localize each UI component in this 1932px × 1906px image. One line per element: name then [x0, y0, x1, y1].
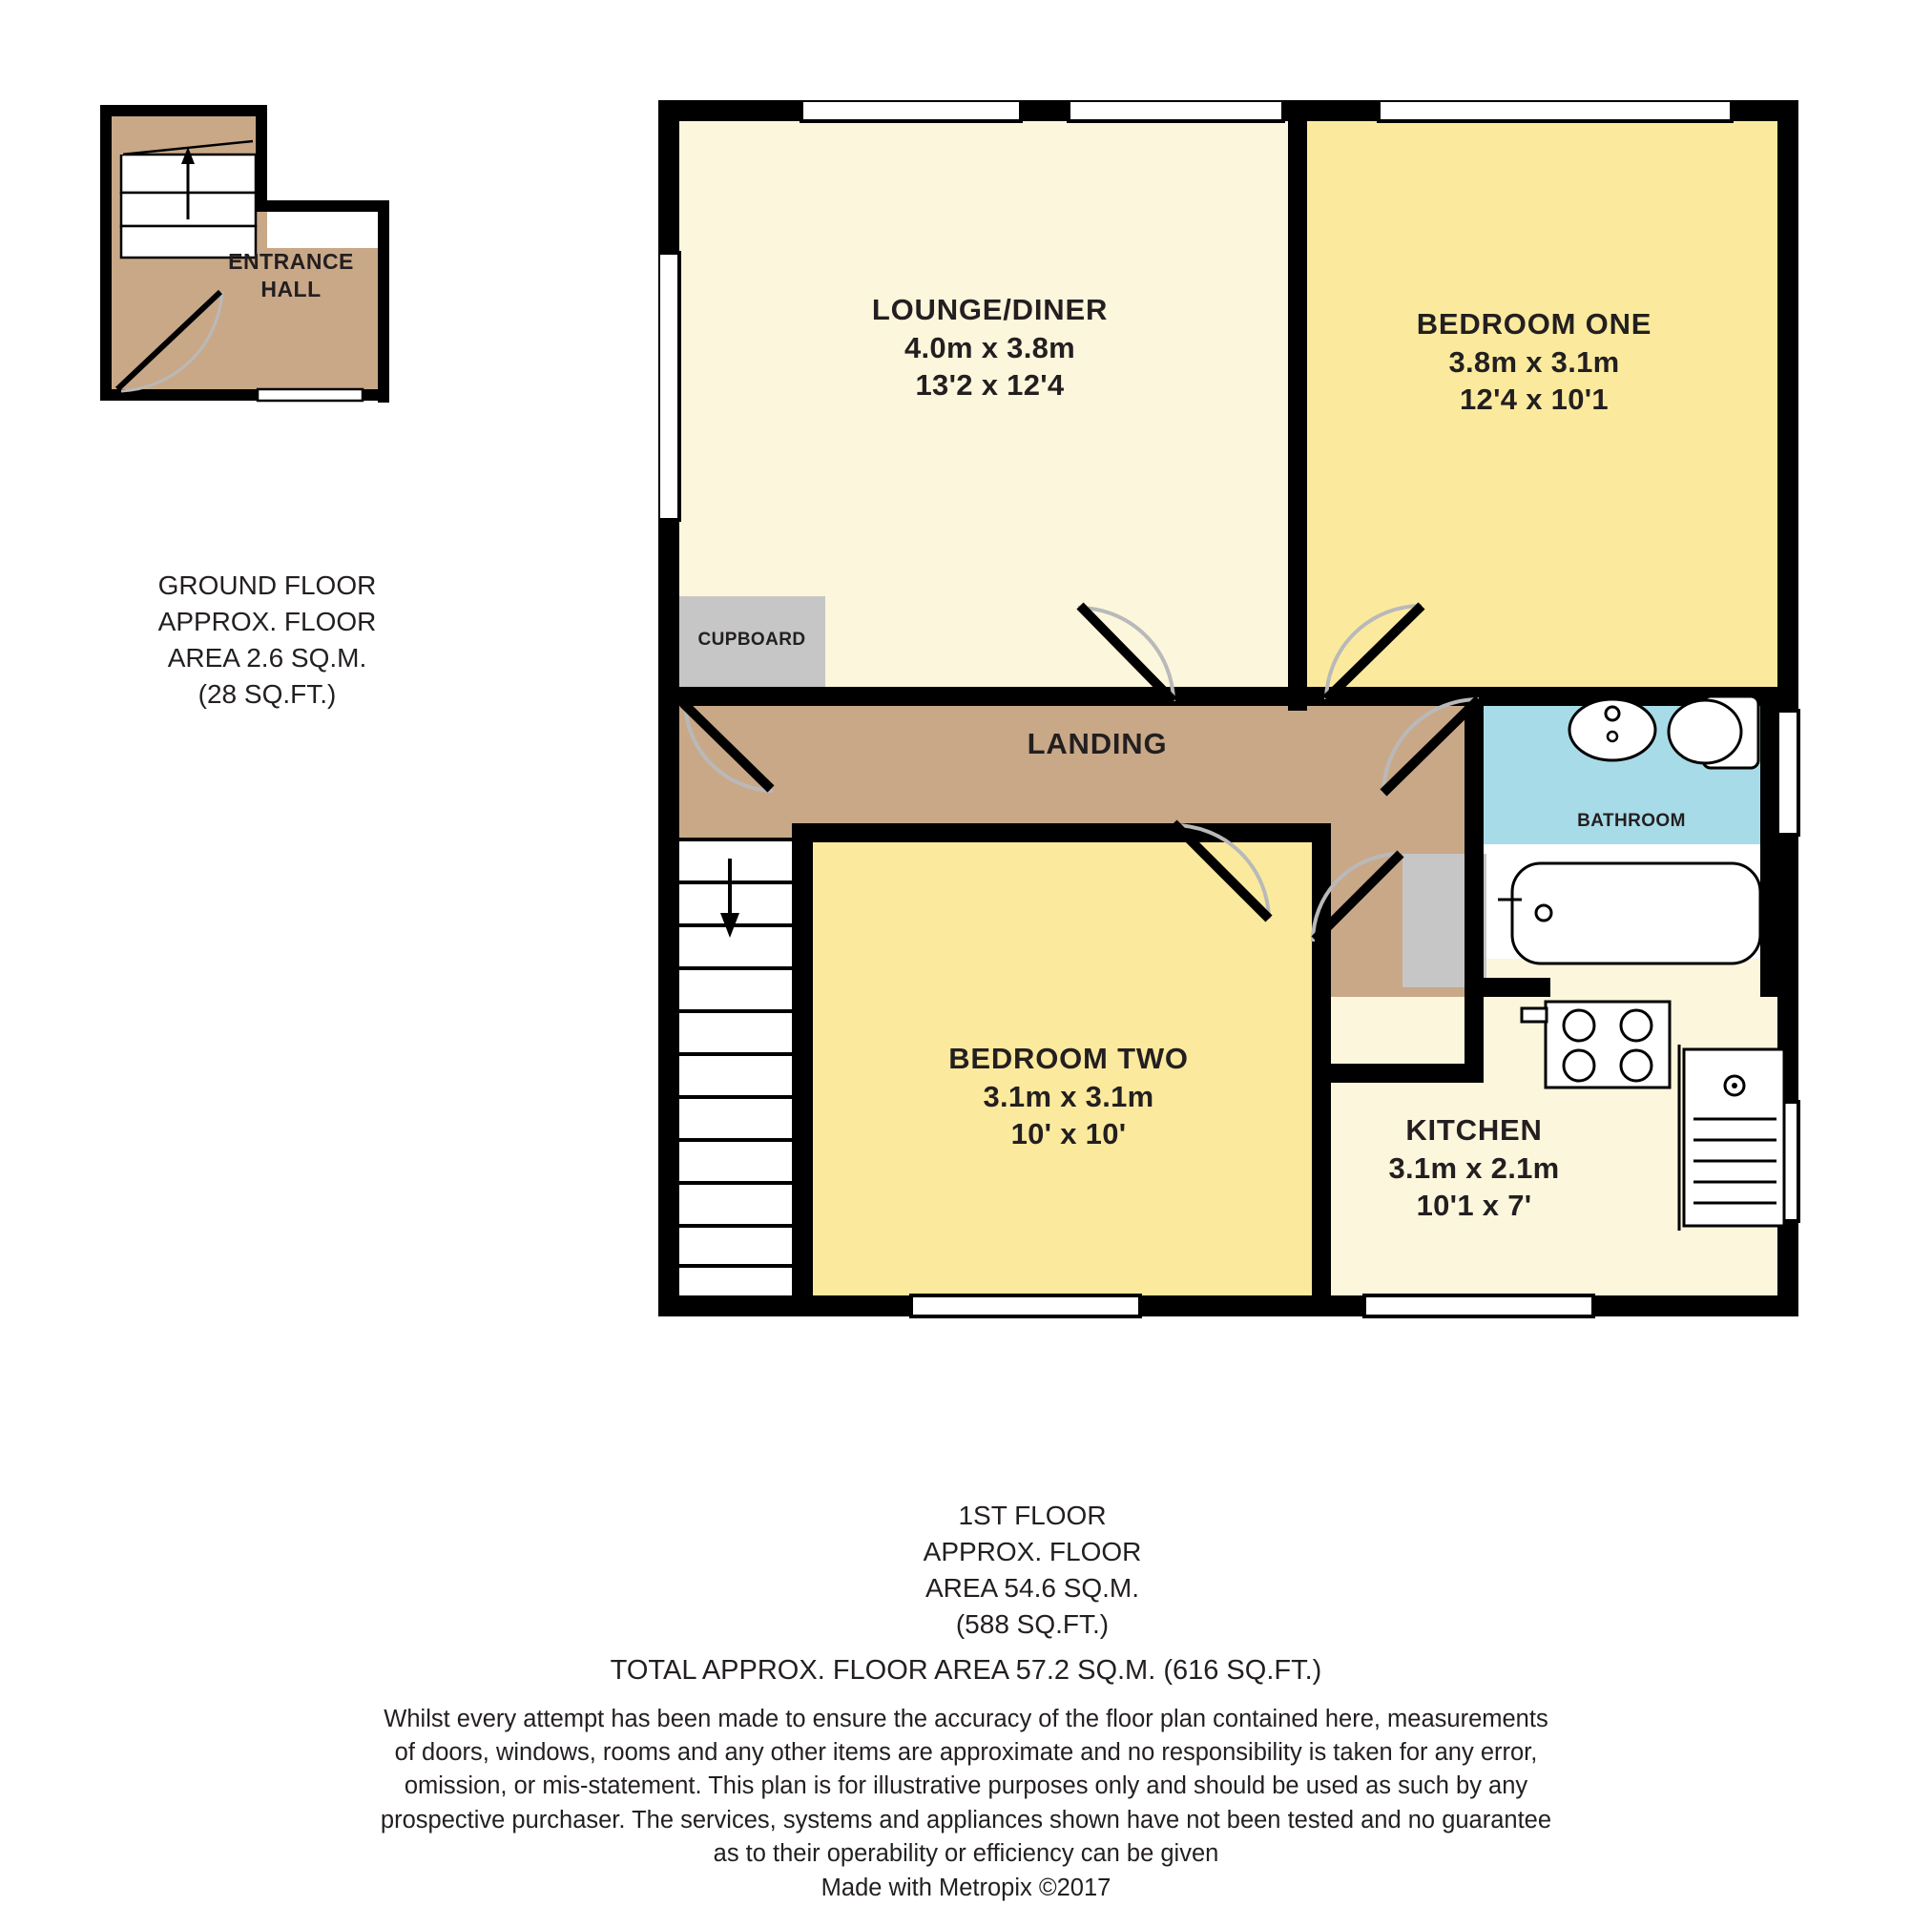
total-area-text — [0, 1655, 1932, 1687]
cupboard-label — [675, 630, 828, 651]
lounge-diner-imperial: 13'2 x 12'4 — [915, 368, 1065, 403]
stairs — [677, 839, 811, 1297]
bathroom-label — [1507, 811, 1755, 832]
kitchen-name: KITCHEN — [1405, 1113, 1543, 1147]
disclaimer-text — [0, 1703, 1932, 1871]
ground-floor-caption-line2: APPROX. FLOOR — [157, 607, 377, 637]
first-floor-caption — [822, 1498, 1242, 1643]
first-floor-svg — [658, 100, 1818, 1340]
ground-floor-plan — [100, 105, 415, 420]
disclaimer-line1: Whilst every attempt has been made to ensure the accuracy of the floor plan contained here, measurements — [384, 1706, 1548, 1732]
disclaimer-line2: of doors, windows, rooms and any other items are approximate and no responsibility is taken for any error, — [394, 1739, 1538, 1767]
bedroom-two-metric: 3.1m x 3.1m — [983, 1079, 1154, 1113]
first-floor-caption-line3: AREA 54.6 SQ.M. — [924, 1573, 1140, 1604]
kitchen-label — [1307, 1111, 1641, 1225]
first-floor-caption-line2: APPROX. FLOOR — [923, 1537, 1142, 1567]
bedroom-two-imperial: 10' x 10' — [1010, 1117, 1127, 1151]
ground-floor-caption-line4: (28 SQ.FT.) — [197, 679, 337, 710]
kitchen-metric: 3.1m x 2.1m — [1388, 1150, 1560, 1185]
kitchen-imperial: 10'1 x 7' — [1416, 1189, 1532, 1223]
landing-label — [935, 725, 1259, 763]
landing-name: LANDING — [1027, 727, 1168, 760]
disclaimer-line3: omission, or mis-statement. This plan is for illustrative purposes only and should be used as such by any — [404, 1772, 1528, 1800]
bedroom-two-label — [863, 1040, 1274, 1153]
lounge-diner-metric: 4.0m x 3.8m — [904, 330, 1076, 364]
bedroom-one-imperial: 12'4 x 10'1 — [1460, 383, 1609, 417]
entrance-hall-label-line2: HALL — [260, 276, 322, 301]
bedroom-one-label — [1353, 305, 1715, 419]
bedroom-one-name: BEDROOM ONE — [1416, 307, 1652, 341]
ground-floor-caption-line1: GROUND FLOOR — [157, 570, 377, 600]
bedroom-two-name: BEDROOM TWO — [948, 1042, 1189, 1075]
cupboard-label-text: CUPBOARD — [697, 630, 806, 650]
made-with-value: Made with Metropix ©2017 — [821, 1875, 1111, 1901]
disclaimer-line4: prospective purchaser. The services, systems and appliances shown have not been tested and no guarantee — [380, 1806, 1552, 1833]
first-floor-caption-line1: 1ST FLOOR — [958, 1501, 1107, 1530]
landing-fill — [677, 701, 1326, 839]
ground-floor-caption-line3: AREA 2.6 SQ.M. — [167, 643, 367, 673]
entrance-hall-label — [210, 248, 372, 303]
total-area-value: TOTAL APPROX. FLOOR AREA 57.2 SQ.M. (616 SQ.FT.) — [610, 1655, 1322, 1686]
ground-floor-caption — [57, 568, 477, 713]
bedroom-one-metric: 3.8m x 3.1m — [1448, 344, 1620, 379]
disclaimer-line5: as to their operability or efficiency can be given — [713, 1839, 1219, 1867]
lounge-diner-label — [821, 291, 1159, 404]
first-floor-caption-line4: (588 SQ.FT.) — [955, 1609, 1110, 1640]
lounge-diner-name: LOUNGE/DINER — [871, 293, 1109, 326]
made-with-text — [0, 1875, 1932, 1902]
bathroom-label-text: BATHROOM — [1577, 811, 1686, 831]
entrance-hall-label-line1: ENTRANCE — [228, 249, 354, 274]
first-floor-plan — [658, 100, 1818, 1340]
